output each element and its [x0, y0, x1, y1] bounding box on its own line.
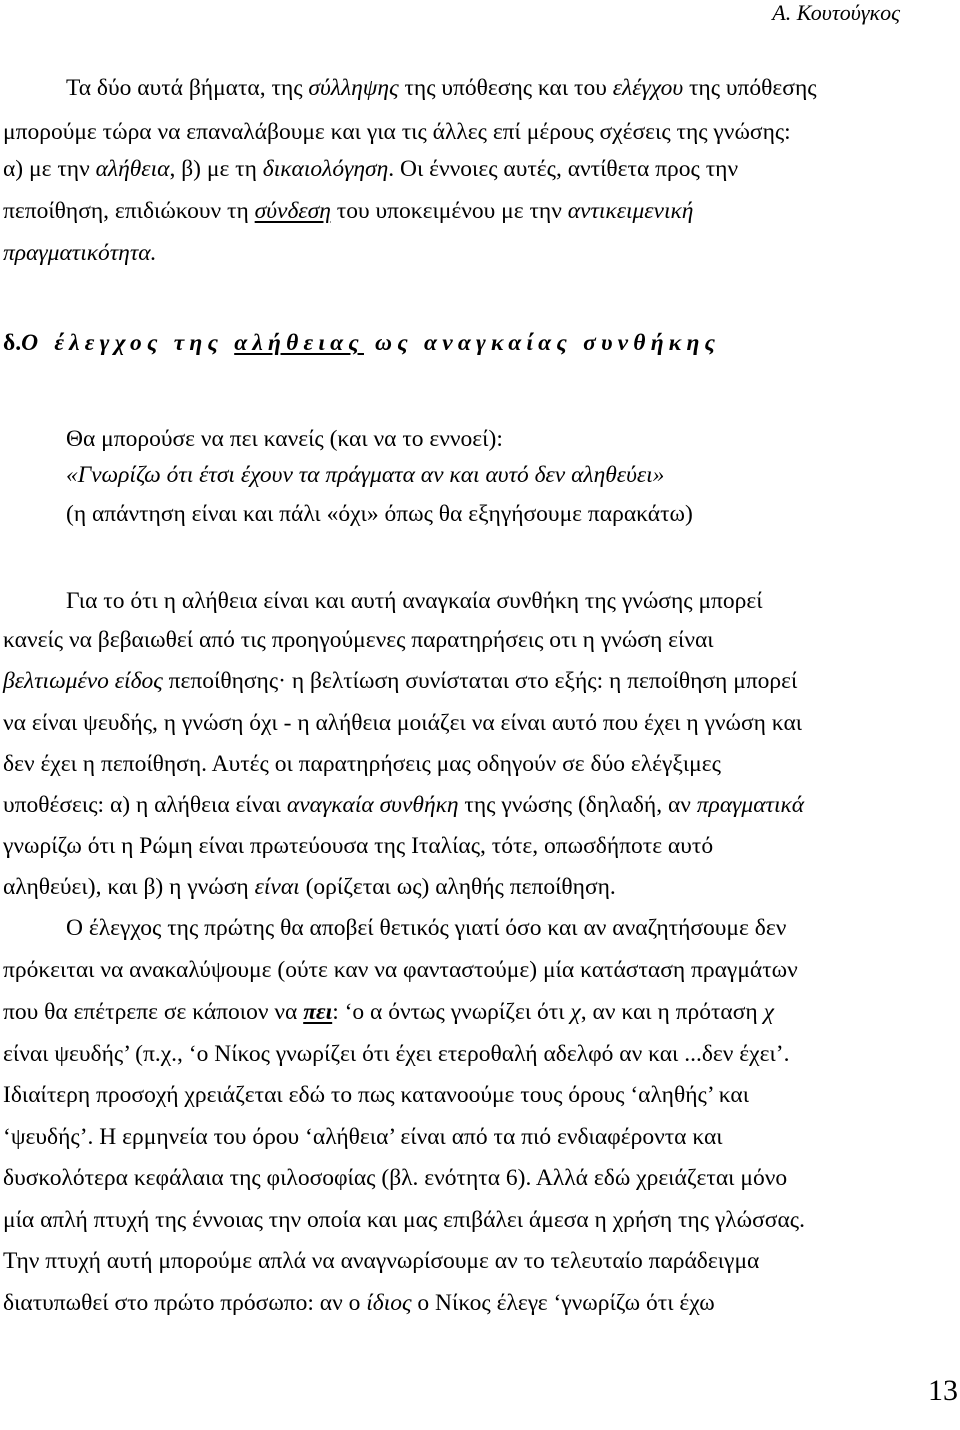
paragraph-line: Για το ότι η αλήθεια είναι και αυτή αναγκαία συνθήκη της γνώσης μπορεί: [66, 588, 763, 614]
paragraph-line: πρόκειται να ανακαλύψουμε (ούτε καν να φανταστούμε) μία κατάσταση πραγμάτων: [3, 957, 798, 983]
paragraph-line: να είναι ψευδής, η γνώση όχι - η αλήθεια μοιάζει να είναι αυτό που έχει η γνώση και: [3, 710, 803, 736]
block-line: Θα μπορούσε να πει κανείς (και να το εννοεί):: [66, 426, 503, 452]
paragraph-line: δυσκολότερα κεφάλαια της φιλοσοφίας (βλ. ενότητα 6). Αλλά εδώ χρειάζεται μόνο: [3, 1165, 788, 1191]
paragraph-line: Τα δύο αυτά βήματα, της σύλληψης της υπόθεσης και του ελέγχου της υπόθεσης: [66, 75, 817, 101]
page-number: 13: [928, 1374, 958, 1407]
paragraph-line: βελτιωμένο είδος πεποίθησης· η βελτίωση συνίσταται στο εξής: η πεποίθηση μπορεί: [3, 668, 798, 694]
paragraph-line: Ιδιαίτερη προσοχή χρειάζεται εδώ το πως κατανοούμε τους όρους ‘αληθής’ και: [3, 1082, 750, 1108]
paragraph-line: δεν έχει η πεποίθηση. Αυτές οι παρατηρήσεις μας οδηγούν σε δύο ελέγξιμες: [3, 751, 721, 777]
paragraph-line: γνωρίζω ότι η Ρώμη είναι πρωτεύουσα της Ιταλίας, τότε, οπωσδήποτε αυτό: [3, 833, 714, 859]
paragraph-line: που θα επέτρεπε σε κάποιον να πει: ‘ο α όντως γνωρίζει ότι χ, αν και η πρόταση χ: [3, 999, 774, 1025]
paragraph-line: κανείς να βεβαιωθεί από τις προηγούμενες παρατηρήσεις οτι η γνώση είναι: [3, 627, 714, 653]
paragraph-line: διατυπωθεί στο πρώτο πρόσωπο: αν ο ίδιος ο Νίκος έλεγε ‘γνωρίζω ότι έχω: [3, 1290, 715, 1316]
running-header-author: Α. Κουτούγκος: [772, 0, 900, 25]
block-line: (η απάντηση είναι και πάλι «όχι» όπως θα εξηγήσουμε παρακάτω): [66, 501, 693, 527]
paragraph-line: αληθεύει), και β) η γνώση είναι (ορίζεται ως) αληθής πεποίθηση.: [3, 874, 616, 900]
paragraph-line: ‘ψευδής’. Η ερμηνεία του όρου ‘αλήθεια’ είναι από τα πιό ενδιαφέροντα και: [3, 1124, 723, 1150]
block-quote: «Γνωρίζω ότι έτσι έχουν τα πράγματα αν και αυτό δεν αληθεύει»: [66, 462, 665, 488]
paragraph-line: Την πτυχή αυτή μπορούμε απλά να αναγνωρίσουμε αν το τελευταίο παράδειγμα: [3, 1248, 760, 1274]
paragraph-line: πεποίθηση, επιδιώκουν τη σύνδεση του υποκειμένου με την αντικειμενική: [3, 198, 694, 224]
paragraph-line: είναι ψευδής’ (π.χ., ‘ο Νίκος γνωρίζει ότι έχει ετεροθαλή αδελφό αν και ...δεν έχει’.: [3, 1041, 790, 1067]
section-heading: δ.Ο έλεγχος της αλήθειας ως αναγκαίας συνθήκης: [3, 330, 721, 356]
paragraph-line: υποθέσεις: α) η αλήθεια είναι αναγκαία συνθήκη της γνώσης (δηλαδή, αν πραγματικά: [3, 792, 805, 818]
paragraph-line: α) με την αλήθεια, β) με τη δικαιολόγηση. Οι έννοιες αυτές, αντίθετα προς την: [3, 156, 739, 182]
paragraph-line: μπορούμε τώρα να επαναλάβουμε και για τις άλλες επί μέρους σχέσεις της γνώσης:: [3, 119, 791, 145]
paragraph-line: Ο έλεγχος της πρώτης θα αποβεί θετικός γιατί όσο και αν αναζητήσουμε δεν: [66, 915, 787, 941]
paragraph-line: μία απλή πτυχή της έννοιας την οποία και μας επιβάλει άμεσα η χρήση της γλώσσας.: [3, 1207, 805, 1233]
paragraph-line: πραγματικότητα.: [3, 240, 157, 266]
